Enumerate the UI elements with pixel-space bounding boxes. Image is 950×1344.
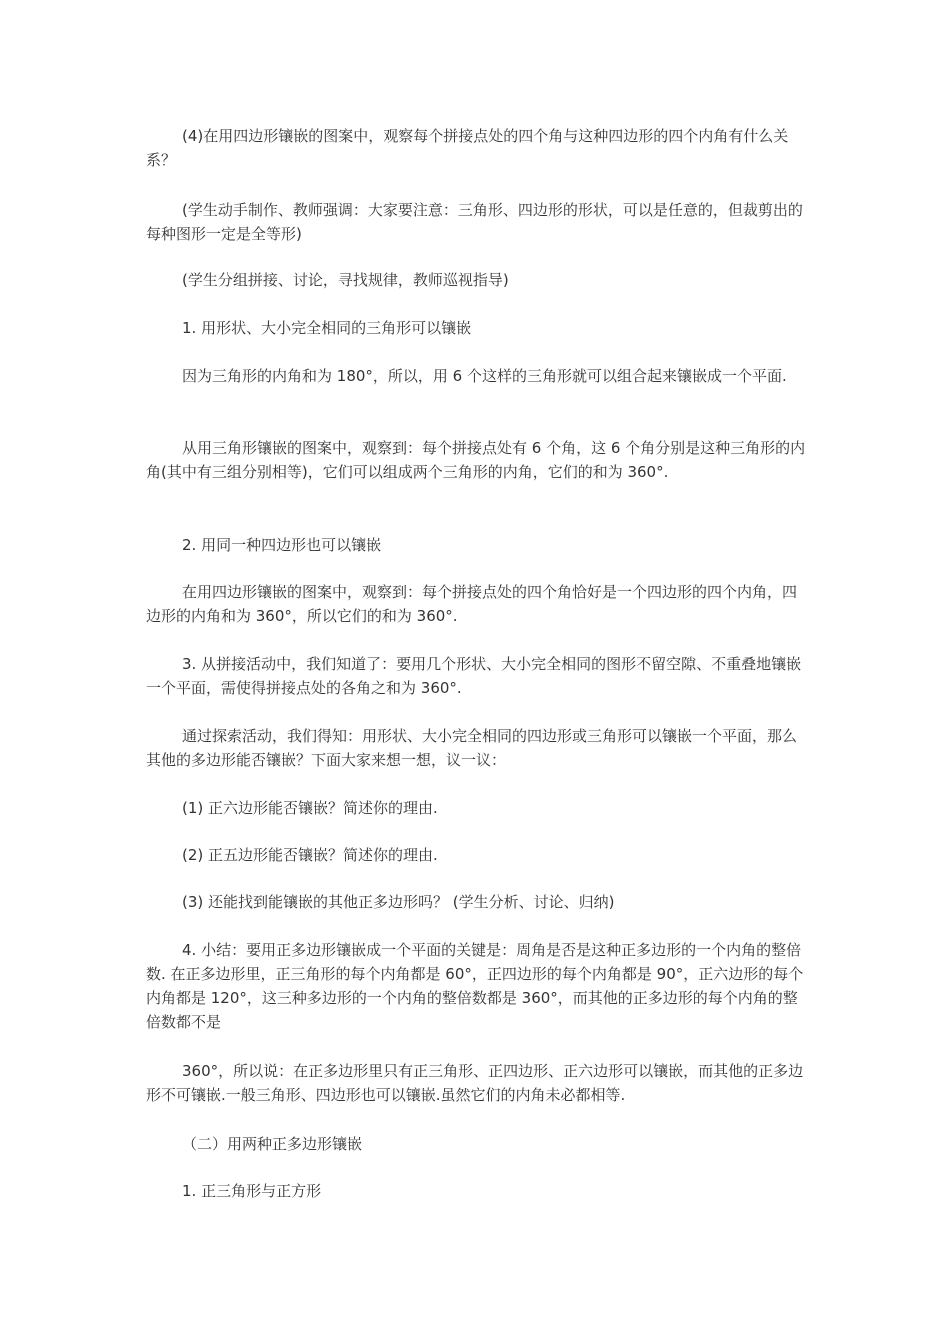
paragraph-6: 从用三角形镶嵌的图案中，观察到：每个拼接点处有 6 个角，这 6 个角分别是这种三角形的内角(其中有三组分别相等)，它们可以组成两个三角形的内角，它们的和为 360°.: [146, 439, 806, 481]
paragraph-13: (3) 还能找到能镶嵌的其他正多边形吗？ (学生分析、讨论、归纳): [182, 893, 615, 911]
paragraph-7: 2. 用同一种四边形也可以镶嵌: [182, 536, 382, 554]
paragraph-4: 1. 用形状、大小完全相同的三角形可以镶嵌: [182, 319, 472, 337]
paragraph-15: 360°，所以说：在正多边形里只有正三角形、正四边形、正六边形可以镶嵌，而其他的正多边形不可镶嵌.一般三角形、四边形也可以镶嵌.虽然它们的内角未必都相等.: [146, 1062, 804, 1104]
paragraph-17: 1. 正三角形与正方形: [182, 1182, 322, 1200]
paragraph-10: 通过探索活动，我们得知：用形状、大小完全相同的四边形或三角形可以镶嵌一个平面，那么其他的多边形能否镶嵌？下面大家来想一想，议一议：: [146, 727, 798, 769]
paragraph-1: (4)在用四边形镶嵌的图案中，观察每个拼接点处的四个角与这种四边形的四个内角有什么关系？: [146, 127, 789, 169]
paragraph-12: (2) 正五边形能否镶嵌？简述你的理由.: [182, 846, 438, 864]
paragraph-8: 在用四边形镶嵌的图案中，观察到：每个拼接点处的四个角恰好是一个四边形的四个内角，四边形的内角和为 360°，所以它们的和为 360°.: [146, 583, 798, 625]
paragraph-3: (学生分组拼接、讨论，寻找规律，教师巡视指导): [182, 271, 509, 289]
paragraph-11: (1) 正六边形能否镶嵌？简述你的理由.: [182, 799, 438, 817]
paragraph-9: 3. 从拼接活动中，我们知道了：要用几个形状、大小完全相同的图形不留空隙、不重叠地镶嵌一个平面，需使得拼接点处的各角之和为 360°.: [146, 655, 802, 697]
paragraph-2: (学生动手制作、教师强调：大家要注意：三角形、四边形的形状，可以是任意的，但裁剪出的每种图形一定是全等形): [146, 201, 803, 243]
paragraph-14: 4. 小结：要用正多边形镶嵌成一个平面的关键是：周角是否是这种正多边形的一个内角的整倍数. 在正多边形里，正三角形的每个内角都是 60°，正四边形的每个内角都是 90°，正六边形的每个内角都是 120°，这三种多边形的一个内角的整倍数都是 360°，而其他的正多边形的每个内角的整倍数都不是: [146, 941, 804, 1031]
paragraph-5: 因为三角形的内角和为 180°，所以，用 6 个这样的三角形就可以组合起来镶嵌成一个平面.: [182, 367, 787, 385]
section-heading: （二）用两种正多边形镶嵌: [182, 1135, 363, 1153]
